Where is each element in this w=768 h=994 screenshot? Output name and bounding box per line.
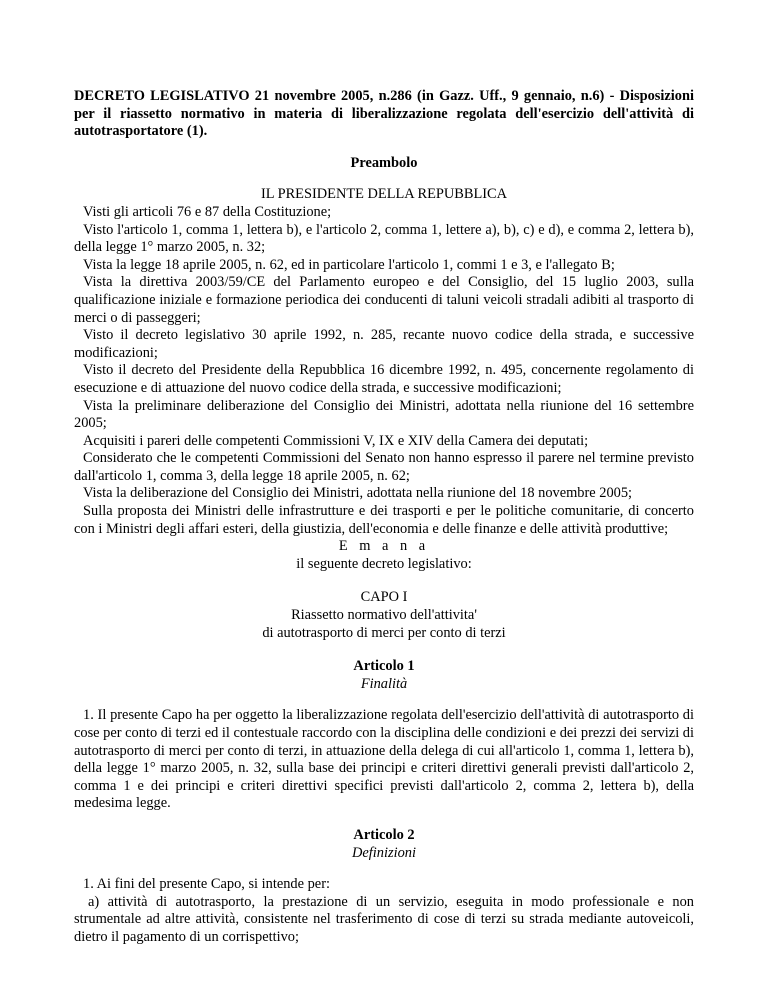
preamble-paragraph: Vista la legge 18 aprile 2005, n. 62, ed in particolare l'articolo 1, commi 1 e 3, e l'allegato B; bbox=[83, 256, 615, 273]
preamble-paragraph: Visti gli articoli 76 e 87 della Costituzione; bbox=[83, 203, 332, 220]
president-heading: IL PRESIDENTE DELLA REPUBBLICA bbox=[260, 186, 508, 203]
article2-text-intro: 1. Ai fini del presente Capo, si intende per: bbox=[83, 876, 330, 893]
capo-label: CAPO I bbox=[360, 589, 408, 606]
preamble-body bbox=[74, 204, 694, 538]
capo-title-line2: di autotrasporto di merci per conto di terzi bbox=[262, 624, 506, 641]
preamble-paragraph: Visto il decreto legislativo 30 aprile 1992, n. 285, recante nuovo codice della strada, e successive modificazioni; bbox=[74, 327, 694, 361]
preamble-paragraph: Visto l'articolo 1, comma 1, lettera b), e l'articolo 2, comma 1, lettere a), b), c) e d), e comma 2, lettera b), della legge 1° marzo 2005, n. 32; bbox=[74, 221, 694, 256]
emana-heading: E m a n a bbox=[338, 538, 430, 555]
document-title: DECRETO LEGISLATIVO 21 novembre 2005, n.286 (in Gazz. Uff., 9 gennaio, n.6) - Disposizioni per il riassetto normativo in materia di liberalizzazione regolata dell'esercizio dell'attività di autotrasportatore (1). bbox=[74, 88, 694, 140]
document-page bbox=[74, 88, 694, 947]
preamble-heading: Preambolo bbox=[350, 154, 418, 171]
article2-number: Articolo 2 bbox=[353, 826, 415, 843]
emana-subheading: il seguente decreto legislativo: bbox=[296, 555, 472, 572]
preamble-paragraph: Acquisiti i pareri delle competenti Commissioni V, IX e XIV della Camera dei deputati; bbox=[83, 432, 589, 449]
article2-subtitle: Definizioni bbox=[352, 844, 416, 861]
article2-text-a: a) attività di autotrasporto, la prestazione di un servizio, eseguita in modo professionale e non strumentale ad altre attività, consistente nel trasferimento di cose di terzi su strada mediante autoveicoli, dietro il pagamento di un corrispettivo; bbox=[74, 893, 694, 945]
capo-title-line1: Riassetto normativo dell'attivita' bbox=[291, 607, 477, 624]
preamble-paragraph: Considerato che le competenti Commissioni del Senato non hanno espresso il parere nel termine previsto dall'articolo 1, comma 3, della legge 18 aprile 2005, n. 62; bbox=[74, 450, 694, 484]
article1-text: 1. Il presente Capo ha per oggetto la liberalizzazione regolata dell'esercizio dell'attività di autotrasporto di cose per conto di terzi ed il contestuale raccordo con la disciplina delle condizioni e dei prezzi dei servizi di autotrasporto di merci per conto di terzi, in attuazione della delega di cui all'articolo 1, comma 1, lettera b), della legge 1° marzo 2005, n. 32, sulla base dei principi e criteri direttivi generali previsti dall'articolo 2, comma 1 e dei principi e criteri direttivi specifici previsti dall'articolo 2, comma 2, lettera b), della medesima legge. bbox=[74, 707, 694, 812]
article1-subtitle: Finalità bbox=[360, 675, 408, 692]
preamble-paragraph: Visto il decreto del Presidente della Repubblica 16 dicembre 1992, n. 495, concernente regolamento di esecuzione e di attuazione del nuovo codice della strada, e successive modificazioni; bbox=[74, 362, 694, 396]
article1-number: Articolo 1 bbox=[353, 658, 415, 675]
preamble-paragraph: Vista la preliminare deliberazione del Consiglio dei Ministri, adottata nella riunione del 16 settembre 2005; bbox=[74, 397, 694, 432]
preamble-paragraph: Vista la deliberazione del Consiglio dei Ministri, adottata nella riunione del 18 novembre 2005; bbox=[83, 485, 633, 502]
preamble-paragraph: Vista la direttiva 2003/59/CE del Parlamento europeo e del Consiglio, del 15 luglio 2003, sulla qualificazione iniziale e formazione periodica dei conducenti di taluni veicoli stradali adibiti al trasporto di merci o di passeggeri; bbox=[74, 274, 694, 326]
preamble-paragraph: Sulla proposta dei Ministri delle infrastrutture e dei trasporti e per le politiche comunitarie, di concerto con i Ministri degli affari esteri, della giustizia, dell'economia e delle finanze e delle attività produttive; bbox=[74, 503, 694, 537]
